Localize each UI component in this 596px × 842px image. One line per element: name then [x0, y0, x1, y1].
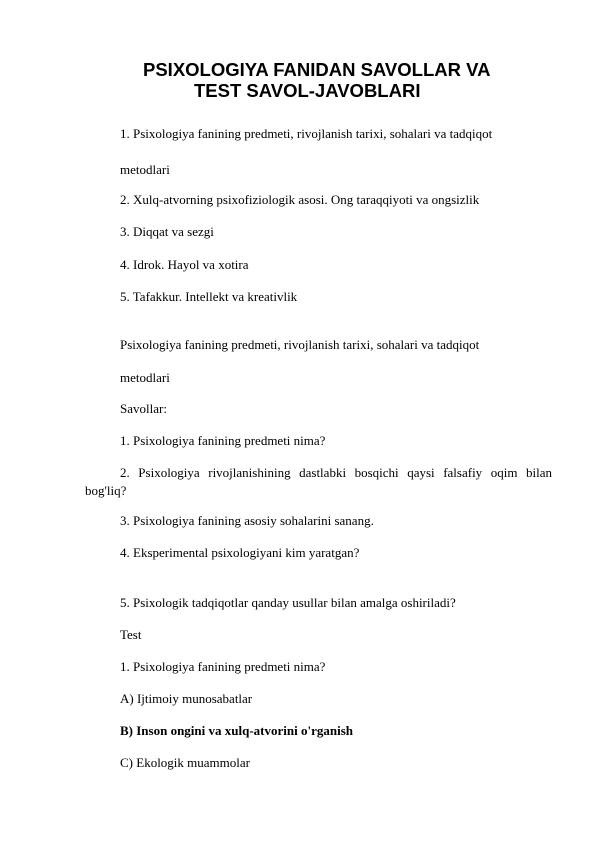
test-option-a: A) Ijtimoiy munosabatlar [120, 691, 253, 706]
question-5: 5. Psixologik tadqiqotlar qanday usullar bilan amalga oshiriladi? [120, 595, 456, 610]
topic-3: 3. Diqqat va sezgi [120, 224, 214, 239]
topic-4: 4. Idrok. Hayol va xotira [120, 257, 249, 272]
topic-5: 5. Tafakkur. Intellekt va kreativlik [120, 289, 298, 304]
test-question-1: 1. Psixologiya fanining predmeti nima? [120, 659, 326, 674]
question-2-line-2: bog'liq? [85, 483, 127, 498]
test-option-b-correct: B) Inson ongini va xulq-atvorini o'rganish [120, 723, 353, 738]
question-1: 1. Psixologiya fanining predmeti nima? [120, 433, 326, 448]
section-heading-line-1: Psixologiya fanining predmeti, rivojlanish tarixi, sohalari va tadqiqot [120, 337, 480, 352]
document-title-line-1: PSIXOLOGIYA FANIDAN SAVOLLAR VA [143, 59, 491, 80]
document-title-line-2: TEST SAVOL-JAVOBLARI [194, 80, 421, 101]
question-2-line-1: 2. Psixologiya rivojlanishining dastlabki bosqichi qaysi falsafiy oqim bilan [120, 465, 552, 480]
topic-2: 2. Xulq-atvorning psixofiziologik asosi. Ong taraqqiyoti va ongsizlik [120, 192, 480, 207]
section-heading-line-2: metodlari [120, 370, 170, 385]
question-4: 4. Eksperimental psixologiyani kim yaratgan? [120, 545, 360, 560]
test-option-c: C) Ekologik muammolar [120, 755, 250, 770]
questions-label: Savollar: [120, 401, 167, 416]
topic-1-line-2: metodlari [120, 162, 170, 177]
topic-1-line-1: 1. Psixologiya fanining predmeti, rivojlanish tarixi, sohalari va tadqiqot [120, 126, 493, 141]
test-label: Test [120, 627, 142, 642]
question-3: 3. Psixologiya fanining asosiy sohalarini sanang. [120, 513, 374, 528]
